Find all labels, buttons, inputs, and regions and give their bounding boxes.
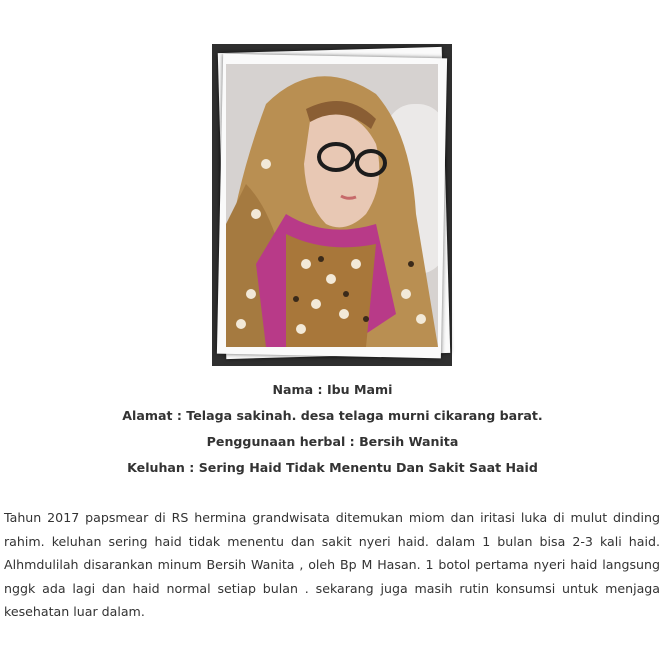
complaint-line: Keluhan : Sering Haid Tidak Menentu Dan Sakit Saat Haid [127,460,538,475]
portrait-illustration [226,64,438,347]
testimonial-info [0,380,665,484]
herbal-usage-line: Penggunaan herbal : Bersih Wanita [206,434,459,449]
testimonial-photo [212,44,452,366]
testimonial-story: Tahun 2017 papsmear di RS hermina grandwisata ditemukan miom dan iritasi luka di mulut dinding rahim. keluhan sering haid tidak menentu dan sakit nyeri haid. dalam 1 bulan bisa 2-3 kali haid. Alhmdulilah disarankan minum Bersih Wanita , oleh Bp M Hasan. 1 botol pertama nyeri haid langsung nggk ada lagi dan haid normal setiap bulan . sekarang juga masih rutin konsumsi untuk menjaga kesehatan luar dalam. [4,510,660,619]
name-line: Nama : Ibu Mami [272,382,393,397]
portrait-image [226,64,438,347]
address-line: Alamat : Telaga sakinah. desa telaga murni cikarang barat. [122,408,543,423]
